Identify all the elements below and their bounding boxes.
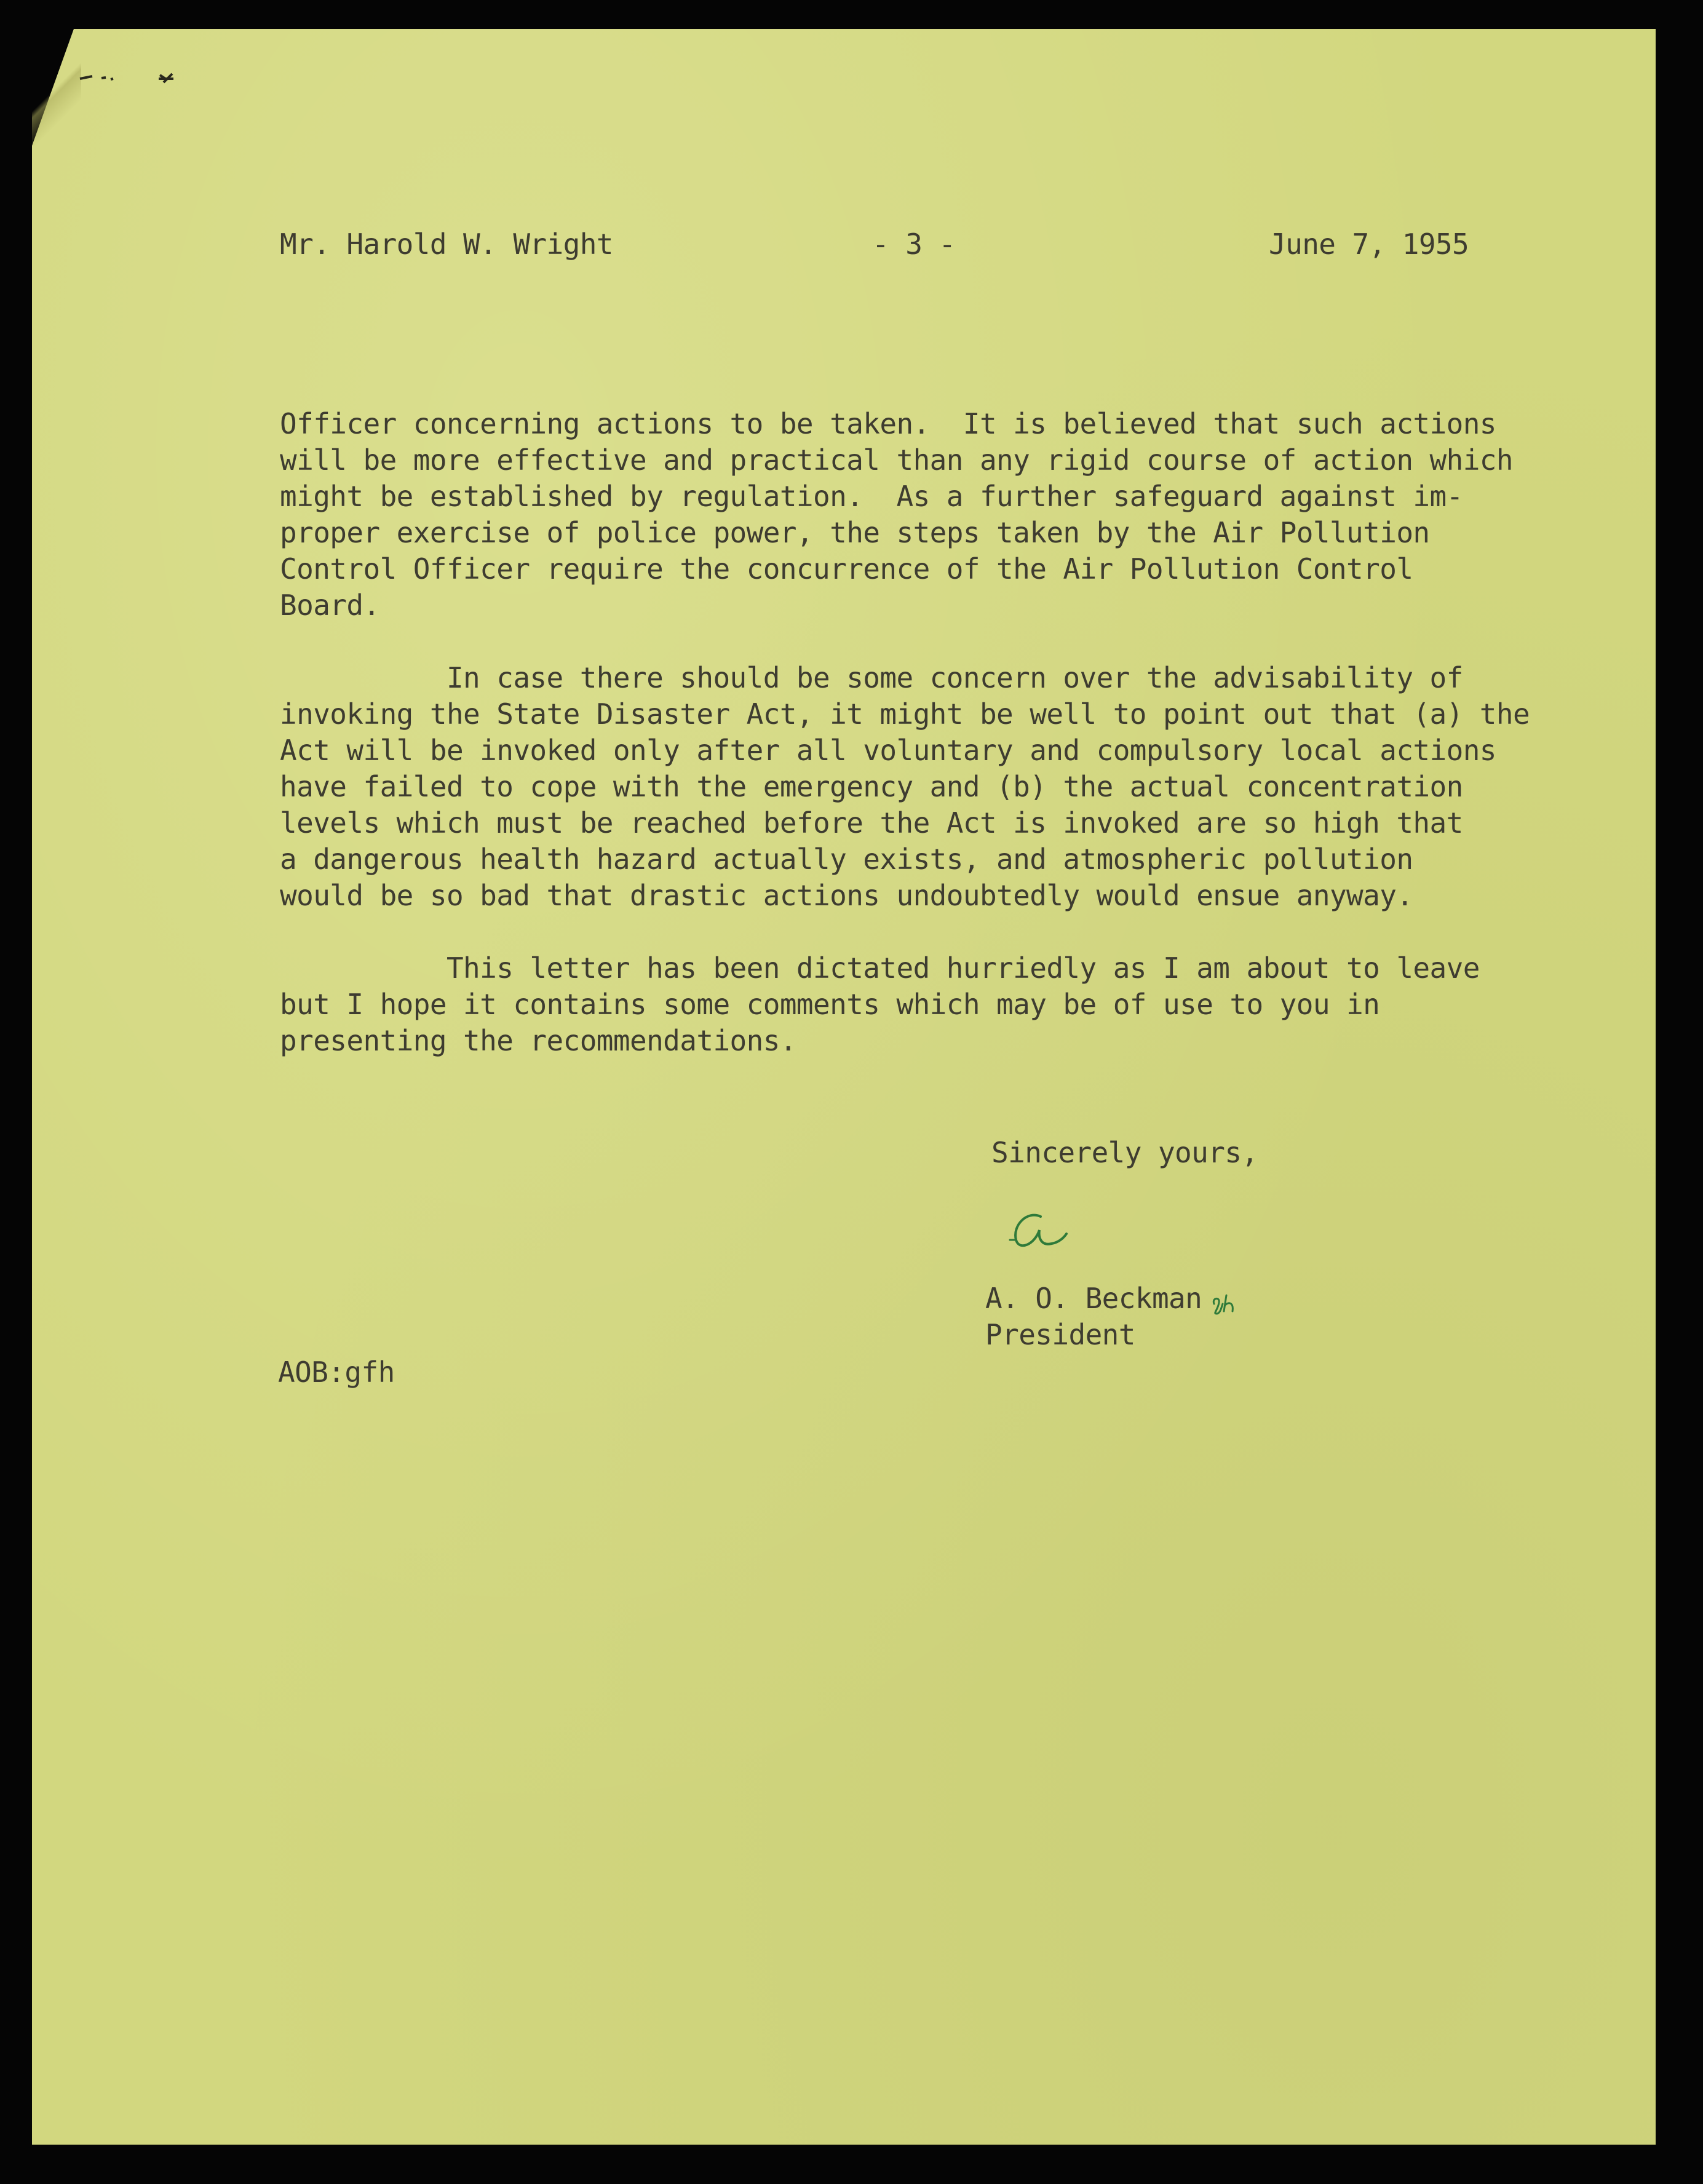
letter-page — [32, 29, 1656, 2145]
handwritten-initials — [1210, 1292, 1245, 1316]
letter-body: Officer concerning actions to be taken. It is believed that such actions will be more effective and practical than any rigid course of action which might be established by regulation. As a further safeguard against im- proper exercise of police power, the steps taken by the Air Pollution Control Officer require the concurrence of the Air Pollution Control Board. In case there should be some concern over the advisability of invoking the State Disaster Act, it might be well to point out that (a) the Act will be invoked only after all voluntary and compulsory local actions have failed to cope with the emergency and (b) the actual concentration levels which must be reached before the Act is invoked are so high that a dangerous health hazard actually exists, and atmospheric pollution would be so bad that drastic actions undoubtedly would ensue anyway. This letter has been dictated hurriedly as I am about to leave but I hope it contains some comments which may be of use to you in presenting the recommendations. — [280, 407, 1530, 1057]
page-number: - 3 - — [872, 228, 956, 261]
signer-name: A. O. Beckman — [985, 1282, 1202, 1315]
signer-title: President — [985, 1318, 1135, 1351]
recipient-name: Mr. Harold W. Wright — [280, 228, 613, 261]
handwritten-signature — [1002, 1199, 1070, 1261]
letter-date: June 7, 1955 — [1269, 228, 1469, 261]
reference-initials: AOB:gfh — [278, 1356, 395, 1389]
staple-marks — [68, 62, 191, 92]
closing: Sincerely yours, — [991, 1136, 1258, 1169]
